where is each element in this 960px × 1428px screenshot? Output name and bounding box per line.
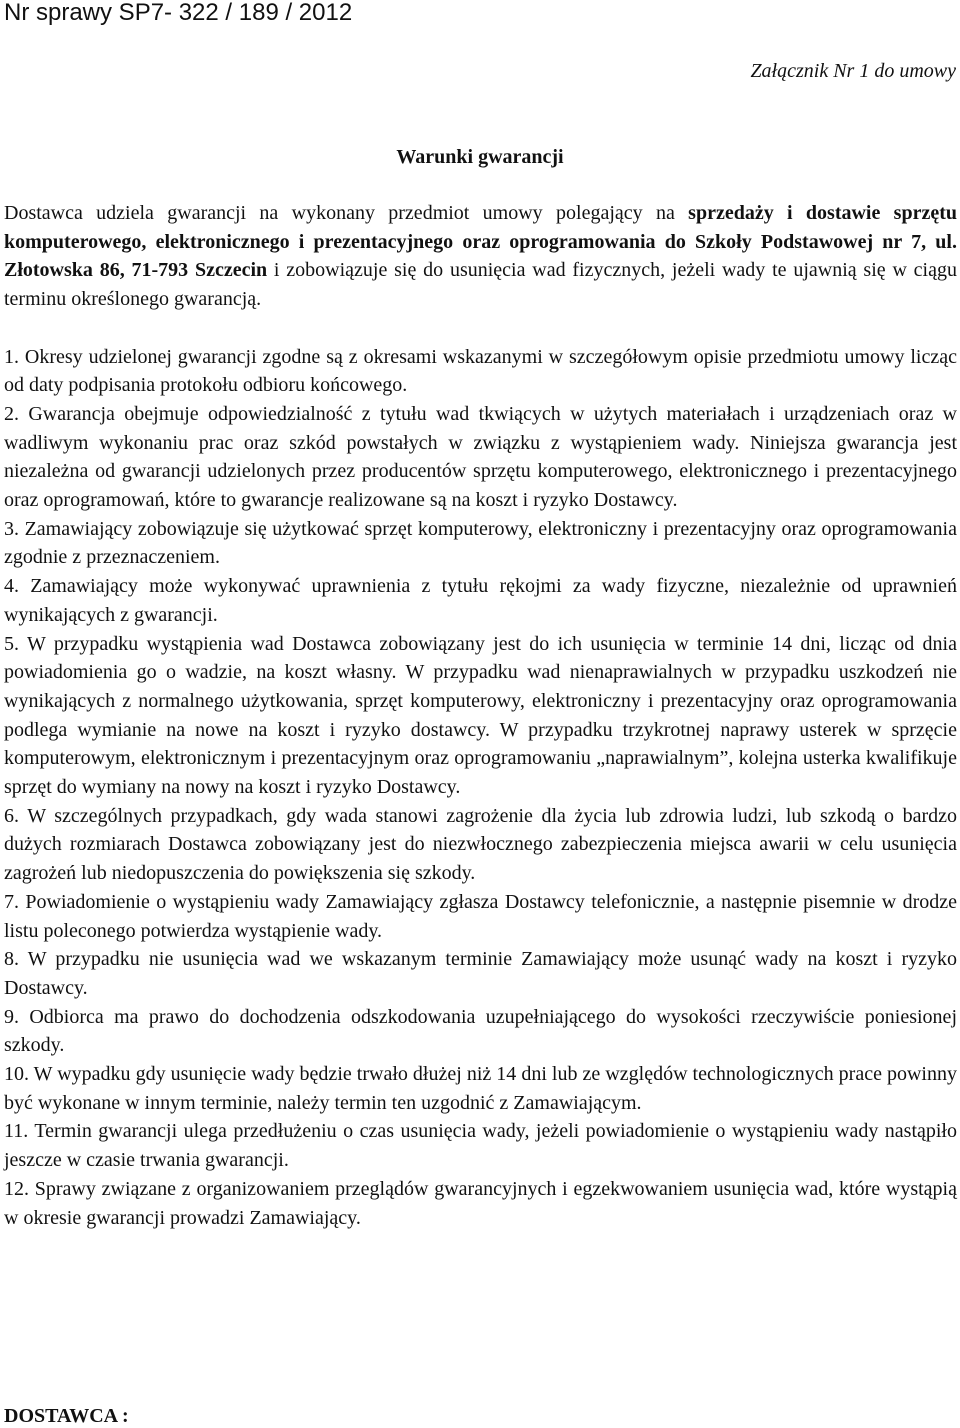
signature-label: DOSTAWCA : — [4, 1405, 129, 1427]
clause-6: 6. W szczególnych przypadkach, gdy wada stanowi zagrożenie dla życia lub zdrowia ludzi, lub szkodą o bardzo dużych rozmiarach Dostawca zobowiązany jest do niezwłocznego zabezpieczenia miejsca awarii w celu usunięcia zagrożeń lub niedopuszczenia do powiększenia się szkody. — [4, 804, 957, 885]
attachment-label: Załącznik Nr 1 do umowy — [750, 60, 956, 82]
clause-1: 1. Okresy udzielonej gwarancji zgodne są z okresami wskazanymi w szczegółowym opisie przedmiotu umowy licząc od daty podpisania protokołu odbioru końcowego. — [4, 345, 957, 397]
clause-10: 10. W wypadku gdy usunięcie wady będzie trwało dłużej niż 14 dni lub ze względów technologicznych prace powinny być wykonane w innym terminie, należy termin ten uzgodnić z Zamawiającym. — [4, 1063, 957, 1114]
clause-2: 2. Gwarancja obejmuje odpowiedzialność z tytułu wad tkwiących w użytych materiałach i urządzeniach oraz w wadliwym wykonaniu prac oraz szkód powstałych w związku z wystąpieniem wady. Niniejsza gwarancja jest niezależna od gwarancji udzielonych przez producentów sprzętu komputerowego, elektronicznego i prezentacyjnego oraz oprogramowań, które to gwarancje realizowane są na koszt i ryzyko Dostawcy. — [4, 402, 957, 512]
intro-lead: Dostawca udziela gwarancji na wykonany przedmiot umowy polegający na — [4, 202, 689, 224]
intro-paragraph — [4, 199, 957, 314]
clause-11: 11. Termin gwarancji ulega przedłużeniu o czas usunięcia wady, jeżeli powiadomienie o wystąpieniu wady nastąpiło jeszcze w czasie trwania gwarancji. — [4, 1120, 957, 1172]
clause-8: 8. W przypadku nie usunięcia wad we wskazanym terminie Zamawiający może usunąć wady na koszt i ryzyko Dostawcy. — [4, 948, 957, 999]
clause-4: 4. Zamawiający może wykonywać uprawnienia z tytułu rękojmi za wady fizyczne, niezależnie od uprawnień wynikających z gwarancji. — [4, 575, 957, 626]
case-number: Nr sprawy SP7- 322 / 189 / 2012 — [4, 0, 353, 26]
clause-9: 9. Odbiorca ma prawo do dochodzenia odszkodowania uzupełniającego do wysokości rzeczywiście poniesionej szkody. — [4, 1005, 957, 1057]
intro-subject: sprzedaży i dostawie sprzętu komputerowego, elektronicznego i prezentacyjnego oraz oprogramowania do Szkoły Podstawowej nr 7, ul. Złotowska 86, 71-793 Szczecin — [4, 202, 958, 282]
intro-tail: i zobowiązuje się do usunięcia wad fizycznych, jeżeli wady te ujawnią się w ciągu terminu określonego gwarancją. — [4, 259, 957, 311]
clause-5: 5. W przypadku wystąpienia wad Dostawca zobowiązany jest do ich usunięcia w terminie 14 dni, licząc od dnia powiadomienia go o wadzie, na koszt własny. W przypadku wad nienaprawialnych w przypadku uszkodzeń nie wynikających z normalnego użytkowania, sprzęt komputerowy, elektroniczny i prezentacyjny oraz oprogramowania podlega wymianie na nowe na koszt i ryzyko dostawcy. W przypadku trzykrotnej naprawy usterek w sprzęcie komputerowym, elektronicznym i prezentacyjnym oraz oprogramowaniu „naprawialnym”, kolejna usterka kwalifikuje sprzęt do wymiany na nowy na koszt i ryzyko Dostawcy. — [4, 632, 957, 799]
clause-7: 7. Powiadomienie o wystąpieniu wady Zamawiający zgłasza Dostawcy telefonicznie, a następnie pisemnie w drodze listu poleconego potwierdza wystąpienie wady. — [4, 890, 957, 942]
document-body — [4, 199, 957, 1232]
clause-12: 12. Sprawy związane z organizowaniem przeglądów gwarancyjnych i egzekwowaniem usunięcia wad, które wystąpią w okresie gwarancji prowadzi Zamawiający. — [4, 1177, 957, 1229]
clause-3: 3. Zamawiający zobowiązuje się użytkować sprzęt komputerowy, elektroniczny i prezentacyjny oraz oprogramowania zgodnie z przeznaczeniem. — [4, 517, 957, 569]
document-title: Warunki gwarancji — [396, 146, 564, 168]
